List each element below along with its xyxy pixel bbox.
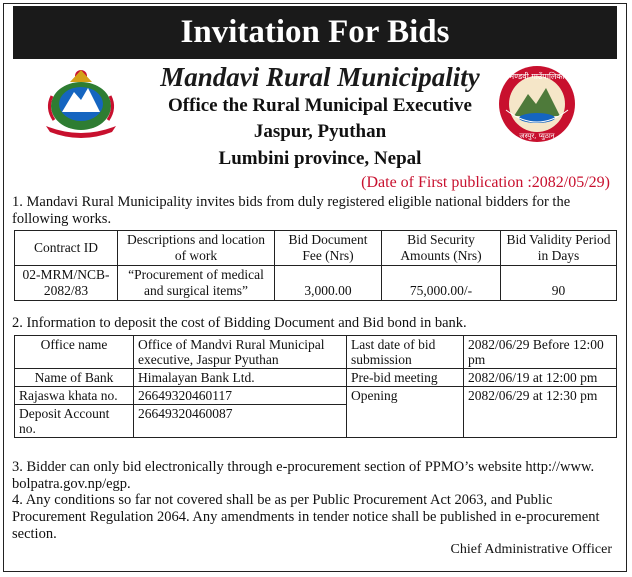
opening-value: 2082/06/29 at 12:30 pm (464, 387, 617, 438)
bank-value: Himalayan Bank Ltd. (134, 369, 347, 387)
rajaswa-label: Rajaswa khata no. (15, 387, 134, 405)
contract-table (14, 230, 617, 301)
prebid-value: 2082/06/19 at 12:00 pm (464, 369, 617, 387)
col-contract-id: Contract ID (15, 231, 118, 266)
banner-title: Invitation For Bids (13, 6, 617, 59)
seal-bottom-text: जस्पुर, प्युठान (519, 132, 555, 140)
office-name-value: Office of Mandvi Rural Municipal executive, Jaspur Pyuthan (134, 336, 347, 369)
cell-description: “Procurement of medical and surgical items” (118, 266, 275, 301)
bank-label: Name of Bank (15, 369, 134, 387)
deposit-value: 26649320460087 (134, 405, 347, 438)
section-4-text: 4. Any conditions so far not covered shall be as per Public Procurement Act 2063, and Public Procurement Regulation 2064. Any amendments in tender notice shall be published in e-procurement section. (12, 492, 600, 542)
cell-security: 75,000.00/- (382, 266, 501, 301)
municipality-name: Mandavi Rural Municipality (160, 62, 480, 92)
seal-top-text: मण्डवी गाउँपालिका (509, 72, 565, 81)
col-security: Bid Security Amounts (Nrs) (382, 231, 501, 266)
office-name-label: Office name (15, 336, 134, 369)
office-name: Office the Rural Municipal Executive (168, 95, 472, 116)
cell-validity: 90 (501, 266, 617, 301)
table-row (15, 369, 617, 387)
cell-doc-fee: 3,000.00 (275, 266, 382, 301)
section-2-text: 2. Information to deposit the cost of Bidding Document and Bid bond in bank. (12, 315, 467, 331)
table-row (15, 266, 617, 301)
opening-label: Opening (347, 387, 464, 438)
last-date-label: Last date of bid submission (347, 336, 464, 369)
last-date-value: 2082/06/29 Before 12:00 pm (464, 336, 617, 369)
nepal-emblem-logo (40, 66, 122, 138)
deposit-label: Deposit Account no. (15, 405, 134, 438)
publication-date: (Date of First publication :2082/05/29) (361, 174, 610, 191)
section-1-text: 1. Mandavi Rural Municipality invites bids from duly registered eligible national bidders for the following works. (12, 194, 571, 227)
cell-contract-id: 02-MRM/NCB-2082/83 (15, 266, 118, 301)
section-3-text: 3. Bidder can only bid electronically through e-procurement section of PPMO’s website http://www. bolpatra.gov.np/egp. (12, 459, 595, 492)
prebid-label: Pre-bid meeting (347, 369, 464, 387)
table-header-row (15, 231, 617, 266)
bank-info-table (14, 335, 617, 438)
col-doc-fee: Bid Document Fee (Nrs) (275, 231, 382, 266)
province: Lumbini province, Nepal (218, 148, 422, 169)
rajaswa-value: 26649320460117 (134, 387, 347, 405)
signature: Chief Administrative Officer (450, 542, 612, 557)
table-row (15, 387, 617, 405)
location: Jaspur, Pyuthan (253, 121, 387, 142)
col-description: Descriptions and location of work (118, 231, 275, 266)
col-validity: Bid Validity Period in Days (501, 231, 617, 266)
table-row (15, 336, 617, 369)
